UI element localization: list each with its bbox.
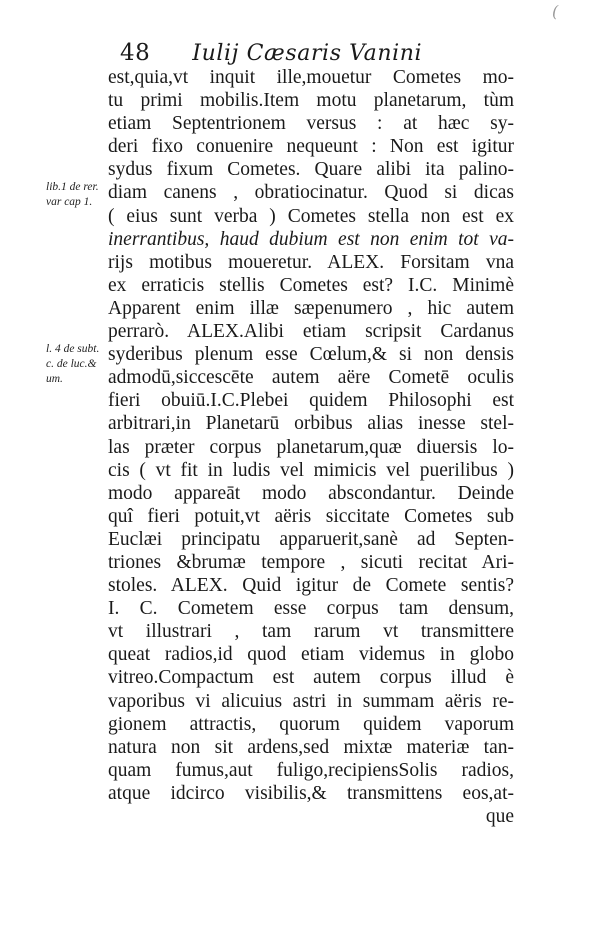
text-line: queat radios,id quod etiam videmus in globo [108, 644, 514, 666]
text-line: ( eius sunt verba ) Cometes stella non est ex [108, 205, 514, 227]
text-line: modo appareāt modo abscondantur. Deinde [108, 482, 514, 504]
text-line: arbitrari,in Planetarū orbibus alias inesse stel- [108, 413, 514, 435]
text-line: tu primi mobilis.Item motu planetarum, tùm [108, 90, 514, 112]
margin-note-line: c. de luc.& [46, 358, 97, 370]
text-line: quî fieri potuit,vt aëris siccitate Cometes sub [108, 505, 514, 527]
catchword: que [485, 806, 514, 827]
text-line: fieri obuiū.I.C.Plebei quidem Philosophi est [108, 390, 514, 412]
text-line: vt illustrari , tam rarum vt transmittere [108, 621, 514, 643]
text-line: triones &brumæ tempore , sicuti recitat Ari- [108, 551, 514, 573]
margin-note-line: um. [46, 373, 63, 385]
text-line: las præter corpus planetarum,quæ diuersis lo- [108, 436, 514, 458]
margin-note-line: lib.1 de rer. [46, 181, 99, 193]
text-line: admodū,siccescēte autem aëre Cometē oculis [108, 367, 514, 389]
body-text [108, 66, 514, 828]
text-line: cis ( vt fit in ludis vel mimicis vel puerilibus ) [108, 459, 514, 481]
text-line: etiam Septentrionem versus : at hæc sy- [108, 113, 514, 135]
text-line: vitreo.Compactum est autem corpus illud è [108, 667, 514, 689]
margin-note-line: l. 4 de subt. [46, 343, 100, 355]
text-line: deri fixo conuenire nequeunt : Non est igitur [108, 136, 514, 158]
text-line: rijs motibus moueretur. ALEX. Forsitam vna [108, 251, 514, 273]
text-line: sydus fixum Cometes. Quare alibi ita palino- [108, 159, 514, 181]
text-line: gionem attractis, quorum quidem vaporum [108, 713, 514, 735]
text-line: vaporibus vi alicuius astri in summam aëris re- [108, 690, 514, 712]
text-line: I. C. Cometem esse corpus tam densum, [108, 598, 514, 620]
text-line: stoles. ALEX. Quid igitur de Comete sentis? [108, 575, 514, 597]
text-line: est,quia,vt inquit ille,mouetur Cometes mo- [108, 67, 514, 88]
text-line: quam fumus,aut fuligo,recipiensSolis radios, [108, 759, 514, 781]
text-line: inerrantibus, haud dubium est non enim tot va- [108, 228, 514, 250]
margin-note-line: var cap 1. [46, 196, 93, 208]
text-line: Apparent enim illæ sæpenumero , hic autem [108, 297, 514, 319]
text-line: ex erraticis stellis Cometes est? I.C. Minimè [108, 274, 514, 296]
text-line: syderibus plenum esse Cœlum,& si non densis [108, 344, 514, 366]
text-line: atque idcirco visibilis,& transmittens eos,at- [108, 782, 514, 804]
page-number: 48 [120, 40, 151, 66]
margin-note-2 [46, 342, 106, 387]
margin-note-1 [46, 180, 106, 210]
running-title: Iulij Cæsaris Vanini [192, 41, 423, 66]
corner-mark: ( [552, 2, 559, 21]
text-line: perrarò. ALEX.Alibi etiam scripsit Cardanus [108, 321, 514, 343]
text-line: diam canens , obratiocinatur. Quod si dicas [108, 182, 514, 204]
text-line: Euclæi principatu apparuerit,sanè ad Septen- [108, 528, 514, 550]
text-line: natura non sit ardens,sed mixtæ materiæ tan- [108, 736, 514, 758]
